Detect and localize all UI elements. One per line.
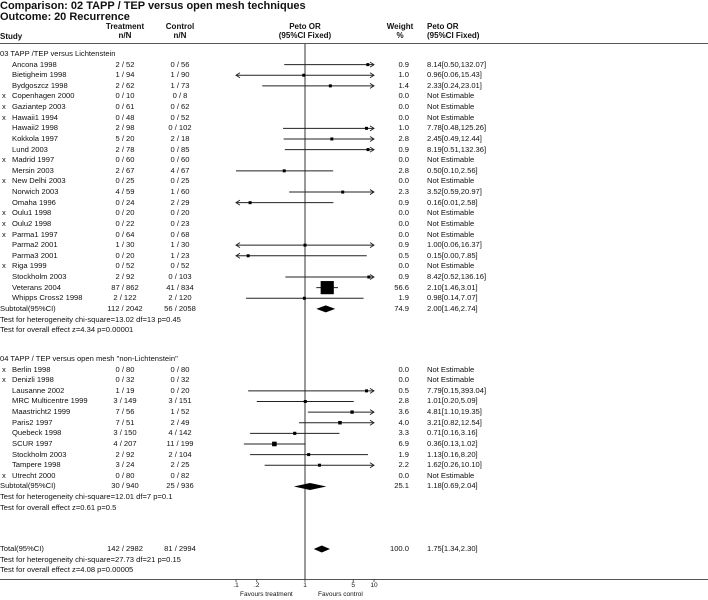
point-estimate-square bbox=[365, 389, 368, 392]
col-or-title: Peto OR bbox=[427, 22, 459, 31]
weight-value: 0.0 bbox=[398, 375, 409, 385]
weight-value: 1.9 bbox=[398, 449, 409, 459]
weight-value: 0.9 bbox=[398, 144, 409, 154]
subtotal-control: 25 / 936 bbox=[166, 481, 194, 491]
or-ci-value: Not Estimable bbox=[427, 375, 475, 385]
favours-treatment-label: Favours treatment bbox=[240, 591, 293, 598]
study-name: Parma1 1997 bbox=[12, 229, 58, 239]
control-nN: 1 / 90 bbox=[170, 70, 190, 80]
weight-value: 0.0 bbox=[398, 364, 409, 374]
weight-value: 0.0 bbox=[398, 91, 409, 101]
weight-value: 2.8 bbox=[398, 165, 409, 175]
excluded-marker: x bbox=[2, 229, 6, 239]
excluded-marker: x bbox=[2, 208, 6, 218]
col-plot-title: Peto OR bbox=[289, 22, 321, 31]
heterogeneity-test: Test for heterogeneity chi-square=12.01 df=7 p=0.1 bbox=[0, 492, 173, 502]
study-name: Paris2 1997 bbox=[12, 417, 53, 427]
control-nN: 1 / 60 bbox=[170, 187, 190, 197]
group-heading: 03 TAPP /TEP versus Lichtenstein bbox=[0, 49, 116, 58]
subtotal-or-ci: 2.00[1.46,2.74] bbox=[427, 303, 478, 313]
total-label: Total(95%CI) bbox=[0, 544, 44, 553]
subtotal-weight: 25.1 bbox=[394, 481, 409, 491]
comparison-label: Comparison: bbox=[0, 0, 68, 12]
control-nN: 0 / 80 bbox=[170, 364, 190, 374]
or-ci-value: 3.21[0.82,12.54] bbox=[427, 417, 482, 427]
col-or-sub: (95%CI Fixed) bbox=[427, 31, 480, 40]
point-estimate-square bbox=[304, 400, 307, 403]
study-name: Hawaii1 1994 bbox=[12, 112, 59, 122]
weight-value: 2.8 bbox=[398, 396, 409, 406]
weight-value: 0.9 bbox=[398, 59, 409, 69]
point-estimate-square bbox=[283, 169, 286, 172]
treatment-nN: 0 / 61 bbox=[115, 102, 135, 112]
control-nN: 0 / 20 bbox=[170, 385, 190, 395]
or-ci-value: 2.45[0.49,12.44] bbox=[427, 133, 482, 143]
study-name: Oulu1 1998 bbox=[12, 208, 52, 218]
treatment-nN: 3 / 149 bbox=[113, 396, 137, 406]
excluded-marker: x bbox=[2, 102, 6, 112]
point-estimate-square bbox=[330, 137, 333, 140]
control-nN: 2 / 25 bbox=[170, 460, 190, 470]
treatment-nN: 0 / 20 bbox=[115, 250, 135, 260]
total-or-ci: 1.75[1.34,2.30] bbox=[427, 544, 478, 553]
total-weight: 100.0 bbox=[389, 544, 409, 553]
comparison-value: 02 TAPP / TEP versus open mesh techniques bbox=[70, 0, 306, 12]
excluded-marker: x bbox=[2, 364, 6, 374]
weight-value: 2.2 bbox=[398, 460, 409, 470]
point-estimate-square bbox=[247, 254, 250, 257]
control-nN: 0 / 52 bbox=[170, 261, 190, 271]
or-ci-value: 8.42[0.52,136.16] bbox=[427, 272, 487, 282]
study-name: Madrid 1997 bbox=[12, 155, 55, 165]
or-ci-value: 0.71[0.16,3.16] bbox=[427, 428, 478, 438]
point-estimate-square bbox=[350, 410, 353, 413]
study-name: Maastricht2 1999 bbox=[12, 407, 71, 417]
treatment-nN: 0 / 10 bbox=[115, 91, 135, 101]
treatment-nN: 0 / 20 bbox=[115, 208, 135, 218]
col-treatment-sub: n/N bbox=[118, 31, 132, 40]
control-nN: 2 / 104 bbox=[168, 449, 192, 459]
or-ci-value: Not Estimable bbox=[427, 218, 475, 228]
treatment-nN: 0 / 32 bbox=[115, 375, 135, 385]
control-nN: 0 / 23 bbox=[170, 218, 190, 228]
control-nN: 0 / 32 bbox=[170, 375, 190, 385]
axis-tick-label: .2 bbox=[254, 582, 260, 589]
or-ci-value: 7.78[0.48,125.26] bbox=[427, 123, 487, 133]
weight-value: 0.0 bbox=[398, 470, 409, 480]
weight-value: 0.5 bbox=[398, 250, 409, 260]
point-estimate-square bbox=[367, 148, 370, 151]
or-ci-value: 0.98[0.14,7.07] bbox=[427, 293, 478, 303]
treatment-nN: 7 / 56 bbox=[115, 407, 135, 417]
control-nN: 0 / 8 bbox=[172, 91, 188, 101]
or-ci-value: 2.33[0.24,23.01] bbox=[427, 80, 482, 90]
study-name: Bietigheim 1998 bbox=[12, 70, 67, 80]
study-name: Riga 1999 bbox=[12, 261, 47, 271]
point-estimate-square bbox=[366, 63, 369, 66]
treatment-nN: 2 / 78 bbox=[115, 144, 135, 154]
treatment-nN: 0 / 52 bbox=[115, 261, 135, 271]
control-nN: 4 / 142 bbox=[168, 428, 192, 438]
total-heterogeneity-test: Test for heterogeneity chi-square=27.73 df=21 p=0.15 bbox=[0, 554, 181, 564]
weight-value: 0.9 bbox=[398, 272, 409, 282]
weight-value: 56.6 bbox=[394, 282, 409, 292]
or-ci-value: 0.36[0.13,1.02] bbox=[427, 438, 478, 448]
or-ci-value: 1.01[0.20,5.09] bbox=[427, 396, 478, 406]
treatment-nN: 2 / 62 bbox=[115, 80, 135, 90]
control-nN: 11 / 199 bbox=[166, 438, 194, 448]
treatment-nN: 0 / 80 bbox=[115, 364, 135, 374]
control-nN: 2 / 49 bbox=[170, 417, 190, 427]
axis-tick-label: 5 bbox=[351, 582, 356, 589]
or-ci-value: 0.16[0.01,2.58] bbox=[427, 197, 478, 207]
control-nN: 0 / 20 bbox=[170, 208, 190, 218]
control-nN: 0 / 103 bbox=[168, 272, 192, 282]
or-ci-value: 1.62[0.26,10.10] bbox=[427, 460, 482, 470]
or-ci-value: 0.96[0.06,15.43] bbox=[427, 70, 482, 80]
study-name: Kokkola 1997 bbox=[12, 133, 59, 143]
weight-value: 3.3 bbox=[398, 428, 409, 438]
or-ci-value: Not Estimable bbox=[427, 229, 475, 239]
or-ci-value: Not Estimable bbox=[427, 91, 475, 101]
or-ci-value: 0.50[0.10,2.56] bbox=[427, 165, 478, 175]
study-name: Stockholm 2003 bbox=[12, 449, 67, 459]
control-nN: 1 / 52 bbox=[170, 407, 190, 417]
control-nN: 0 / 60 bbox=[170, 155, 190, 165]
point-estimate-square bbox=[321, 281, 334, 294]
study-name: Bydgoszcz 1998 bbox=[12, 80, 68, 90]
or-ci-value: 0.15[0.00,7.85] bbox=[427, 250, 478, 260]
point-estimate-square bbox=[302, 74, 305, 77]
total-treatment: 142 / 2982 bbox=[107, 544, 143, 553]
or-ci-value: 8.14[0.50,132.07] bbox=[427, 59, 487, 69]
weight-value: 0.0 bbox=[398, 218, 409, 228]
excluded-marker: x bbox=[2, 261, 6, 271]
control-nN: 0 / 52 bbox=[170, 112, 190, 122]
study-name: Mersin 2003 bbox=[12, 165, 54, 175]
control-nN: 2 / 29 bbox=[170, 197, 190, 207]
control-nN: 0 / 68 bbox=[170, 229, 190, 239]
treatment-nN: 0 / 24 bbox=[115, 197, 135, 207]
point-estimate-square bbox=[341, 191, 344, 194]
or-ci-value: 8.19[0.51,132.36] bbox=[427, 144, 487, 154]
weight-value: 0.5 bbox=[398, 385, 409, 395]
or-ci-value: 1.13[0.16,8.20] bbox=[427, 449, 478, 459]
treatment-nN: 0 / 64 bbox=[115, 229, 135, 239]
subtotal-label: Subtotal(95%CI) bbox=[0, 303, 56, 313]
treatment-nN: 2 / 67 bbox=[115, 165, 135, 175]
study-name: Lund 2003 bbox=[12, 144, 48, 154]
col-weight-title: Weight bbox=[386, 22, 414, 31]
study-name: Ancona 1998 bbox=[12, 59, 57, 69]
or-ci-value: Not Estimable bbox=[427, 102, 475, 112]
weight-value: 1.9 bbox=[398, 293, 409, 303]
total-control: 81 / 2994 bbox=[164, 544, 196, 553]
excluded-marker: x bbox=[2, 375, 6, 385]
weight-value: 1.0 bbox=[398, 123, 409, 133]
study-name: Stockholm 2003 bbox=[12, 272, 67, 282]
treatment-nN: 2 / 122 bbox=[113, 293, 137, 303]
excluded-marker: x bbox=[2, 176, 6, 186]
overall-effect-test: Test for overall effect z=0.61 p=0.5 bbox=[0, 502, 117, 512]
group-heading: 04 TAPP / TEP versus open mesh "non-Lichtenstein" bbox=[0, 354, 178, 363]
subtotal-or-ci: 1.18[0.69,2.04] bbox=[427, 481, 478, 491]
overall-effect-test: Test for overall effect z=4.34 p=0.00001 bbox=[0, 325, 134, 335]
point-estimate-square bbox=[304, 244, 307, 247]
point-estimate-square bbox=[293, 432, 296, 435]
or-ci-value: Not Estimable bbox=[427, 176, 475, 186]
control-nN: 0 / 102 bbox=[168, 123, 192, 133]
treatment-nN: 0 / 22 bbox=[115, 218, 135, 228]
study-name: Tampere 1998 bbox=[12, 460, 61, 470]
outcome-value: 20 Recurrence bbox=[54, 11, 130, 23]
subtotal-label: Subtotal(95%CI) bbox=[0, 481, 56, 491]
or-ci-value: 4.81[1.10,19.35] bbox=[427, 407, 482, 417]
study-name: Norwich 2003 bbox=[12, 187, 59, 197]
treatment-nN: 3 / 24 bbox=[115, 460, 135, 470]
weight-value: 0.0 bbox=[398, 261, 409, 271]
control-nN: 1 / 73 bbox=[170, 80, 190, 90]
subtotal-control: 56 / 2058 bbox=[164, 303, 196, 313]
point-estimate-square bbox=[338, 421, 342, 425]
study-name: SCUR 1997 bbox=[12, 438, 53, 448]
study-name: Hawaii2 1998 bbox=[12, 123, 59, 133]
axis-tick-label: 10 bbox=[370, 582, 378, 589]
treatment-nN: 2 / 98 bbox=[115, 123, 135, 133]
control-nN: 2 / 18 bbox=[170, 133, 190, 143]
study-name: Quebeck 1998 bbox=[12, 428, 62, 438]
or-ci-value: Not Estimable bbox=[427, 261, 475, 271]
study-name: Parma2 2001 bbox=[12, 240, 58, 250]
control-nN: 0 / 56 bbox=[170, 59, 190, 69]
weight-value: 0.9 bbox=[398, 240, 409, 250]
study-name: Denizli 1998 bbox=[12, 375, 54, 385]
excluded-marker: x bbox=[2, 218, 6, 228]
favours-control-label: Favours control bbox=[318, 591, 363, 598]
study-name: Utrecht 2000 bbox=[12, 470, 56, 480]
treatment-nN: 2 / 92 bbox=[115, 272, 135, 282]
outcome-label: Outcome: bbox=[0, 11, 52, 23]
treatment-nN: 4 / 59 bbox=[115, 187, 135, 197]
or-ci-value: Not Estimable bbox=[427, 364, 475, 374]
treatment-nN: 7 / 51 bbox=[115, 417, 135, 427]
weight-value: 0.0 bbox=[398, 176, 409, 186]
or-ci-value: Not Estimable bbox=[427, 470, 475, 480]
control-nN: 1 / 23 bbox=[170, 250, 190, 260]
point-estimate-square bbox=[365, 127, 368, 130]
weight-value: 2.8 bbox=[398, 133, 409, 143]
treatment-nN: 87 / 862 bbox=[111, 282, 139, 292]
weight-value: 0.0 bbox=[398, 208, 409, 218]
or-ci-value: Not Estimable bbox=[427, 112, 475, 122]
weight-value: 0.0 bbox=[398, 112, 409, 122]
subtotal-weight: 74.9 bbox=[394, 303, 409, 313]
control-nN: 3 / 151 bbox=[168, 396, 192, 406]
point-estimate-square bbox=[329, 84, 332, 87]
col-plot-sub: (95%CI Fixed) bbox=[278, 31, 332, 40]
study-name: Parma3 2001 bbox=[12, 250, 58, 260]
weight-value: 0.9 bbox=[398, 197, 409, 207]
pooled-diamond bbox=[294, 483, 326, 490]
treatment-nN: 2 / 52 bbox=[115, 59, 135, 69]
weight-value: 0.0 bbox=[398, 155, 409, 165]
axis-tick-label: .1 bbox=[233, 582, 239, 589]
control-nN: 41 / 834 bbox=[166, 282, 194, 292]
axis-tick-label: 1 bbox=[303, 582, 307, 589]
point-estimate-square bbox=[367, 276, 370, 279]
point-estimate-square bbox=[249, 201, 252, 204]
weight-value: 2.3 bbox=[398, 187, 409, 197]
col-control-title: Control bbox=[165, 22, 195, 31]
weight-value: 0.0 bbox=[398, 102, 409, 112]
treatment-nN: 0 / 80 bbox=[115, 470, 135, 480]
control-nN: 2 / 120 bbox=[168, 293, 192, 303]
weight-value: 3.6 bbox=[398, 407, 409, 417]
total-overall-effect-test: Test for overall effect z=4.08 p=0.00005 bbox=[0, 565, 134, 575]
excluded-marker: x bbox=[2, 91, 6, 101]
control-nN: 0 / 25 bbox=[170, 176, 190, 186]
point-estimate-square bbox=[318, 464, 321, 467]
col-study-header: Study bbox=[0, 32, 23, 41]
study-name: New Delhi 2003 bbox=[12, 176, 66, 186]
or-ci-value: 3.52[0.59,20.97] bbox=[427, 187, 482, 197]
treatment-nN: 2 / 92 bbox=[115, 449, 135, 459]
weight-value: 6.9 bbox=[398, 438, 409, 448]
weight-value: 1.4 bbox=[398, 80, 409, 90]
point-estimate-square bbox=[307, 453, 310, 456]
control-nN: 1 / 30 bbox=[170, 240, 190, 250]
or-ci-value: 2.10[1.46,3.01] bbox=[427, 282, 478, 292]
weight-value: 1.0 bbox=[398, 70, 409, 80]
weight-value: 0.0 bbox=[398, 229, 409, 239]
col-weight-sub: % bbox=[396, 31, 404, 40]
treatment-nN: 5 / 20 bbox=[115, 133, 135, 143]
treatment-nN: 3 / 150 bbox=[113, 428, 137, 438]
col-treatment-title: Treatment bbox=[105, 22, 145, 31]
excluded-marker: x bbox=[2, 112, 6, 122]
subtotal-treatment: 30 / 940 bbox=[111, 481, 139, 491]
or-ci-value: 1.00[0.06,16.37] bbox=[427, 240, 482, 250]
col-control-sub: n/N bbox=[173, 31, 187, 40]
excluded-marker: x bbox=[2, 470, 6, 480]
study-name: Lausanne 2002 bbox=[12, 385, 65, 395]
treatment-nN: 4 / 207 bbox=[113, 438, 137, 448]
study-name: Berlin 1998 bbox=[12, 364, 51, 374]
study-name: Whipps Cross2 1998 bbox=[12, 293, 83, 303]
pooled-diamond bbox=[314, 546, 330, 553]
or-ci-value: 7.79[0.15,393.04] bbox=[427, 385, 487, 395]
subtotal-treatment: 112 / 2042 bbox=[107, 303, 143, 313]
control-nN: 4 / 67 bbox=[170, 165, 190, 175]
study-name: Omaha 1996 bbox=[12, 197, 56, 207]
or-ci-value: Not Estimable bbox=[427, 208, 475, 218]
study-name: MRC Multicentre 1999 bbox=[12, 396, 88, 406]
point-estimate-square bbox=[303, 297, 306, 300]
study-name: Copenhagen 2000 bbox=[12, 91, 75, 101]
point-estimate-square bbox=[272, 442, 277, 447]
treatment-nN: 0 / 25 bbox=[115, 176, 135, 186]
control-nN: 0 / 82 bbox=[170, 470, 190, 480]
weight-value: 4.0 bbox=[398, 417, 409, 427]
excluded-marker: x bbox=[2, 155, 6, 165]
pooled-diamond bbox=[316, 305, 335, 312]
treatment-nN: 1 / 94 bbox=[115, 70, 135, 80]
treatment-nN: 0 / 60 bbox=[115, 155, 135, 165]
treatment-nN: 1 / 19 bbox=[115, 385, 135, 395]
study-name: Oulu2 1998 bbox=[12, 218, 52, 228]
control-nN: 0 / 62 bbox=[170, 102, 190, 112]
study-name: Gaziantep 2003 bbox=[12, 102, 66, 112]
control-nN: 0 / 85 bbox=[170, 144, 190, 154]
or-ci-value: Not Estimable bbox=[427, 155, 475, 165]
treatment-nN: 1 / 30 bbox=[115, 240, 135, 250]
treatment-nN: 0 / 48 bbox=[115, 112, 135, 122]
heterogeneity-test: Test for heterogeneity chi-square=13.02 df=13 p=0.45 bbox=[0, 314, 181, 324]
study-name: Veterans 2004 bbox=[12, 282, 61, 292]
